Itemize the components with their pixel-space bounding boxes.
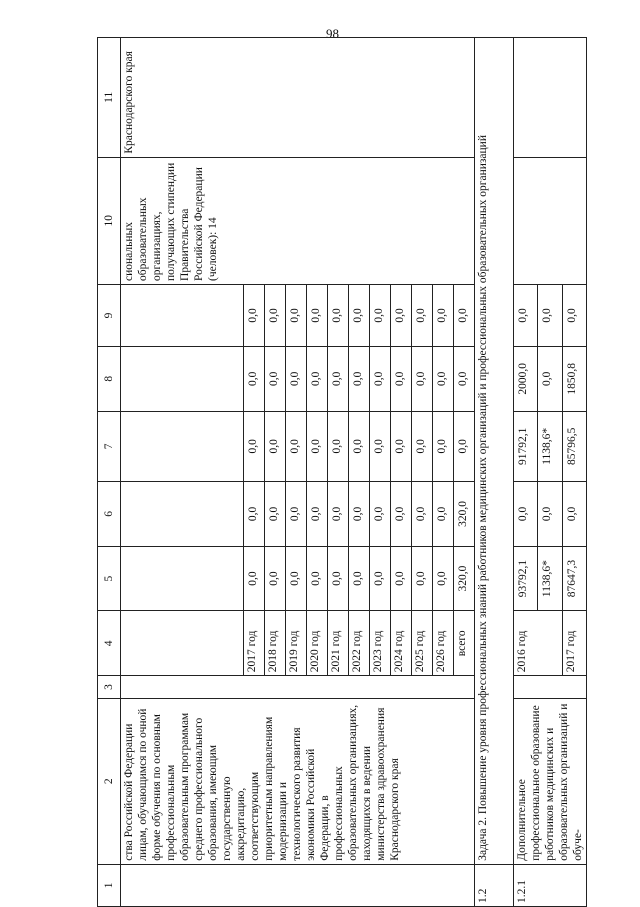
col-header: 1: [98, 864, 121, 906]
value-cell: 0,0: [433, 482, 454, 547]
value-cell: 0,0: [433, 411, 454, 481]
value-cell: 0,0: [412, 346, 433, 411]
col-header: 10: [98, 157, 121, 284]
value-cell: 0,0: [244, 284, 265, 346]
value-cell: 0,0: [412, 284, 433, 346]
empty-cell: [514, 676, 587, 699]
value-cell: 0,0: [286, 482, 307, 547]
value-cell: 0,0: [265, 346, 286, 411]
value-cell: 0,0: [349, 284, 370, 346]
value-cell: 0,0: [433, 284, 454, 346]
col-header: 2: [98, 698, 121, 864]
value-cell: 0,0: [328, 346, 349, 411]
value-cell: 0,0: [391, 482, 412, 547]
value-cell: 0,0: [244, 411, 265, 481]
value-cell: 0,0: [412, 482, 433, 547]
value-cell: 0,0: [433, 346, 454, 411]
value-cell: 0,0: [349, 546, 370, 611]
indicator-text: сиональных образовательных организациях, получающих стипендии Правительства Российской Федерации (человек): 14: [121, 157, 475, 284]
value-cell: 0,0: [391, 546, 412, 611]
measure-description: ства Российской Федерации лицам, обучающимся по очной форме обучения по основным профессиональным образовательным программам среднего профессионального образования, имеющим государственную аккредитацию, соответствующим приоритетным направлениям модернизации и технологического развития экономики Российской Федерации, в профессиональных образовательных организациях, находящихся в ведении министерства здравоохранения Краснодарского края: [121, 698, 475, 864]
value-cell: 0,0: [307, 411, 328, 481]
empty-cell: [121, 284, 244, 346]
value-cell: 0,0: [454, 346, 475, 411]
value-cell: 0,0: [286, 411, 307, 481]
program-table: [97, 37, 587, 907]
value-cell: 1138,6*: [538, 411, 562, 481]
total-cell: всего: [454, 611, 475, 676]
row-number-cell: 1.2.1: [514, 864, 587, 906]
value-cell: 0,0: [328, 411, 349, 481]
value-cell: 93792,1: [514, 546, 538, 611]
value-cell: 0,0: [307, 346, 328, 411]
empty-cell: [514, 38, 587, 158]
value-cell: 0,0: [328, 284, 349, 346]
value-cell: 0,0: [412, 546, 433, 611]
value-cell: 0,0: [307, 284, 328, 346]
column-number-row: [98, 38, 121, 907]
col-header: 11: [98, 38, 121, 158]
value-cell: 0,0: [286, 346, 307, 411]
empty-cell: [121, 546, 244, 611]
year-cell: 2024 год: [391, 611, 412, 676]
year-cell: 2022 год: [349, 611, 370, 676]
value-cell: 0,0: [370, 284, 391, 346]
empty-cell: [121, 482, 244, 547]
value-cell: 0,0: [538, 284, 562, 346]
value-cell: 0,0: [562, 482, 586, 547]
value-cell: 0,0: [454, 284, 475, 346]
task-number: 1.2: [475, 864, 514, 906]
value-cell: 0,0: [514, 284, 538, 346]
value-cell: 0,0: [538, 346, 562, 411]
col-header: 9: [98, 284, 121, 346]
row-number-cell: [121, 864, 475, 906]
empty-cell: [121, 346, 244, 411]
executor-text: Краснодарского края: [121, 38, 475, 158]
empty-cell: [514, 157, 587, 284]
value-cell: 0,0: [349, 346, 370, 411]
value-cell: 0,0: [433, 546, 454, 611]
value-cell: 0,0: [244, 346, 265, 411]
value-cell: 0,0: [370, 346, 391, 411]
value-cell: 0,0: [370, 546, 391, 611]
year-cell: 2017 год: [244, 611, 265, 676]
year-cell: 2020 год: [307, 611, 328, 676]
year-cell: 2016 год: [514, 611, 563, 676]
value-cell: 0,0: [286, 546, 307, 611]
value-cell: 0,0: [265, 284, 286, 346]
value-cell: 320,0: [454, 482, 475, 547]
value-cell: 0,0: [349, 411, 370, 481]
col-header: 3: [98, 676, 121, 699]
value-cell: 0,0: [307, 482, 328, 547]
year-cell: 2021 год: [328, 611, 349, 676]
value-cell: 0,0: [412, 411, 433, 481]
table-row: [121, 38, 244, 907]
value-cell: 0,0: [265, 482, 286, 547]
col-header: 7: [98, 411, 121, 481]
value-cell: 0,0: [265, 411, 286, 481]
value-cell: 87647,3: [562, 546, 586, 611]
year-cell: 2019 год: [286, 611, 307, 676]
value-cell: 0,0: [244, 482, 265, 547]
task-row: [475, 38, 514, 907]
value-cell: 0,0: [265, 546, 286, 611]
value-cell: 0,0: [328, 546, 349, 611]
value-cell: 0,0: [370, 482, 391, 547]
value-cell: 0,0: [391, 284, 412, 346]
value-cell: 0,0: [244, 546, 265, 611]
empty-cell: [121, 611, 244, 676]
value-cell: 1138,6*: [538, 546, 562, 611]
value-cell: 0,0: [562, 284, 586, 346]
col-header: 6: [98, 482, 121, 547]
rotated-table-page: [97, 37, 604, 907]
value-cell: 0,0: [307, 546, 328, 611]
value-cell: 0,0: [349, 482, 370, 547]
col-header: 8: [98, 346, 121, 411]
task-title: Задача 2. Повышение уровня профессиональных знаний работников медицинских организаций и профессиональных образовательных организаций: [475, 38, 514, 865]
value-cell: 0,0: [391, 411, 412, 481]
table-row: [514, 38, 538, 907]
value-cell: 0,0: [454, 411, 475, 481]
value-cell: 0,0: [286, 284, 307, 346]
value-cell: 2000,0: [514, 346, 538, 411]
col-header: 5: [98, 546, 121, 611]
year-cell: 2026 год: [433, 611, 454, 676]
measure-description: Дополнительное профессиональное образование работников медицинских и образовательных организаций и обуче-: [514, 698, 587, 864]
value-cell: 85796,5: [562, 411, 586, 481]
value-cell: 320,0: [454, 546, 475, 611]
value-cell: 91792,1: [514, 411, 538, 481]
year-cell: 2018 год: [265, 611, 286, 676]
value-cell: 0,0: [538, 482, 562, 547]
col-header: 4: [98, 611, 121, 676]
empty-cell: [121, 411, 244, 481]
page-number: 98: [326, 26, 339, 41]
year-cell: 2025 год: [412, 611, 433, 676]
value-cell: 0,0: [514, 482, 538, 547]
value-cell: 0,0: [370, 411, 391, 481]
value-cell: 0,0: [391, 346, 412, 411]
year-cell: 2017 год: [562, 611, 586, 676]
value-cell: 1850,8: [562, 346, 586, 411]
year-cell: 2023 год: [370, 611, 391, 676]
empty-cell: [121, 676, 475, 699]
value-cell: 0,0: [328, 482, 349, 547]
